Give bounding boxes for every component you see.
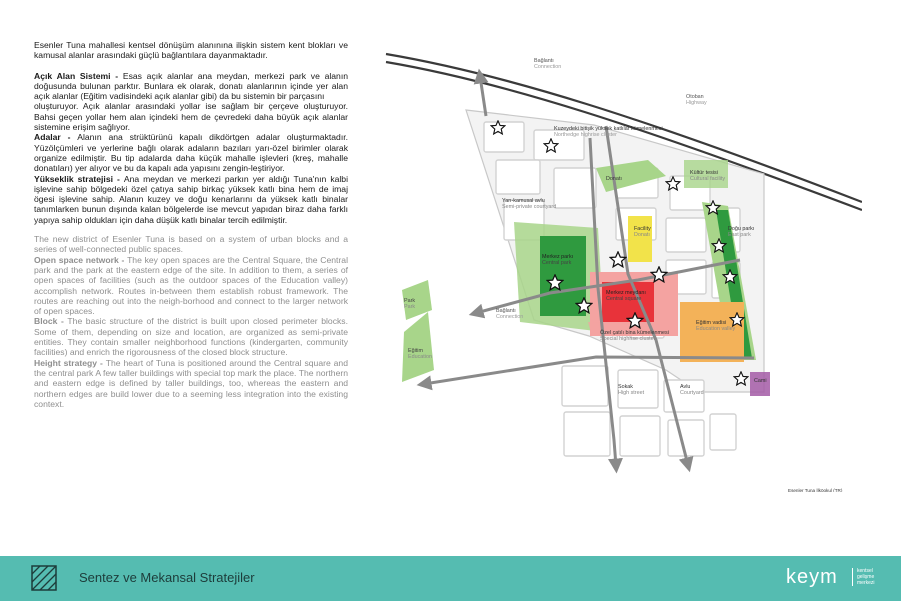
en-open-space-body: The key open spaces are the Central Square, the Central park and the park at the eastern edge of the site. In addition to them, a series of open spaces of facilities (such as the outdoor spaces of the Education valley) accomplish network. Routes in-between them establish robust framework. The routes are reaching out into the neigh-borhood and connect to the larger network of open spaces. (34, 254, 348, 317)
svg-text:Facility: Facility (634, 226, 651, 232)
svg-text:Yarı-kamusal avlu: Yarı-kamusal avlu (502, 198, 545, 204)
tr-open-space-title: Açık Alan Sistemi - (34, 70, 123, 81)
zone-facility (628, 216, 652, 262)
svg-text:Park: Park (404, 298, 416, 304)
zone-education-valley (680, 302, 744, 362)
brand-tagline-3: merkezi (857, 580, 875, 586)
tr-open-space-body2: oluşturuyor. Açık alanlar arasındaki yollar ise sağlam bir çerçeve oluşturuyor. Bahsi geçen yollar hem alan içindeki hem de çevredeki daha büyük açık alanlar sistemine erişim sağlıyor. (34, 101, 348, 133)
svg-text:Özel çatılı bina kümelenmesi: Özel çatılı bina kümelenmesi (600, 330, 669, 336)
svg-text:Connection: Connection (534, 64, 562, 70)
en-block-body: The basic structure of the district is built upon closed perimeter blocks. Some of them, depending on size and location, are organized as semi-private entities. They contain smaller neighborhood functions (kindergarten, community facilities) and enrich the rigorousness of the closed block structure. (34, 316, 348, 358)
svg-text:Donatı: Donatı (634, 232, 650, 238)
svg-text:Merkez parkı: Merkez parkı (542, 254, 574, 260)
svg-text:Central square: Central square (606, 296, 642, 302)
en-block-title: Block - (34, 316, 68, 327)
svg-text:Eğitim: Eğitim (408, 348, 423, 354)
svg-text:Courtyard: Courtyard (680, 390, 704, 396)
en-height (34, 358, 348, 409)
svg-text:Donatı: Donatı (606, 176, 622, 182)
svg-text:Sokak: Sokak (618, 384, 633, 390)
svg-text:Merkez meydanı: Merkez meydanı (606, 290, 646, 296)
tr-height (34, 174, 348, 225)
svg-text:Cami: Cami (754, 378, 767, 384)
tr-block (34, 132, 348, 173)
tr-open-space-body: Esas açık alanlar ana meydan, merkezi park ve alanın doğusunda bulunan parktır. Bunlara ek olarak, donatı alanlarının içinde yer alan açık alanlar (Eğitim vadisindeki açık alanlar gibi) da bu sistemin bir parçasını (34, 70, 349, 102)
brand-tagline (852, 568, 875, 586)
svg-text:Northedge highrise cluster: Northedge highrise cluster (554, 132, 617, 138)
svg-text:High street: High street (618, 390, 645, 396)
svg-text:Bağlantı: Bağlantı (534, 58, 554, 64)
site-plan-map (384, 40, 862, 492)
svg-text:Esenler Tuna İlköokul (TR): Esenler Tuna İlköokul (TR) (788, 488, 843, 492)
svg-text:Avlu: Avlu (680, 384, 691, 390)
svg-text:Education valley: Education valley (696, 326, 736, 332)
footer-title: Sentez ve Mekansal Stratejiler (79, 570, 255, 585)
tr-height-body: Ana meydan ve merkezi parkın yer aldığı Tuna'nın kalbi işlevine sahip bölgedeki özel çatıya sahip birkaç yüksek katlı bina hem de imaj ögesi işlevine sahip. Alanın kuzey ve doğu kenarlarını da yüksek katlı binalar tanımlarken bunun dışında kalan bölgelerde ise mevcut yapıdan biraz daha farklı yapıya sahip oldukları için daha düşük katlı binalar tercih edilmiştir. (34, 173, 348, 225)
brand-logo: keym (786, 566, 838, 588)
svg-text:Highway: Highway (686, 100, 707, 106)
svg-text:Kuzeydeki bitişik yüksek katlı: Kuzeydeki bitişik yüksek katlılar kümelenmesi (554, 126, 663, 132)
en-intro: The new district of Esenler Tuna is based on a system of urban blocks and a series of well-connected public spaces. (34, 234, 348, 255)
svg-text:East park: East park (728, 232, 751, 238)
brand-tagline-2: gelişme (857, 574, 875, 580)
svg-text:Special highrise cluster: Special highrise cluster (600, 336, 656, 342)
tr-open-space (34, 71, 348, 102)
svg-text:Kültür tesisi: Kültür tesisi (690, 170, 718, 176)
en-open-space (34, 255, 348, 317)
zone-education (402, 312, 434, 382)
zone-cami (750, 372, 770, 396)
svg-text:Semi-private courtyard: Semi-private courtyard (502, 204, 557, 210)
svg-text:Central park: Central park (542, 260, 572, 266)
en-open-space-title: Open space network - (34, 254, 128, 265)
tr-block-body: Alanın ana strüktürünü kapalı dikdörtgen adalar oluşturmaktadır. Yüzölçümleri ve yerlerine bağlı olarak adaların bazıları yarı-özel birimler olarak organize edilmiştir. Bu tip adalarda daha küçük mahalle işlevleri (kreş, mahalle donatıları) yer alıyor ve bu da kapalı ada yapısını zengin-leştiriyor. (34, 132, 348, 174)
tr-height-title: Yükseklik stratejisi - (34, 173, 124, 184)
svg-text:Cultural facility: Cultural facility (690, 176, 726, 182)
footer-bar (0, 556, 901, 601)
en-height-body: The heart of Tuna is positioned around the Central square and the central park A few taller buildings with special top mark the place. The northern and eastern edge is defined by taller buildings, too, whereas the eastern and northern edges are build lower due to a seeming less integration into the existing context. (34, 357, 348, 409)
svg-text:Bağlantı: Bağlantı (496, 308, 516, 314)
tr-block-title: Adalar - (34, 132, 78, 143)
svg-text:Doğu parkı: Doğu parkı (728, 226, 755, 232)
svg-text:Park: Park (404, 304, 416, 310)
hatched-square-logo-icon (31, 565, 57, 591)
svg-text:Education: Education (408, 354, 432, 360)
en-block (34, 316, 348, 357)
svg-text:Connection: Connection (496, 314, 524, 320)
en-height-title: Height strategy - (34, 357, 106, 368)
brand-tagline-1: kentsel (857, 568, 873, 574)
svg-text:Otoban: Otoban (686, 94, 704, 100)
svg-text:Eğitim vadisi: Eğitim vadisi (696, 320, 727, 326)
text-column (34, 40, 348, 409)
tr-intro: Esenler Tuna mahallesi kentsel dönüşüm alanınına ilişkin sistem kent blokları ve kamusal alanlar arasındaki güçlü bağlantılara dayanmaktadır. (34, 40, 348, 61)
